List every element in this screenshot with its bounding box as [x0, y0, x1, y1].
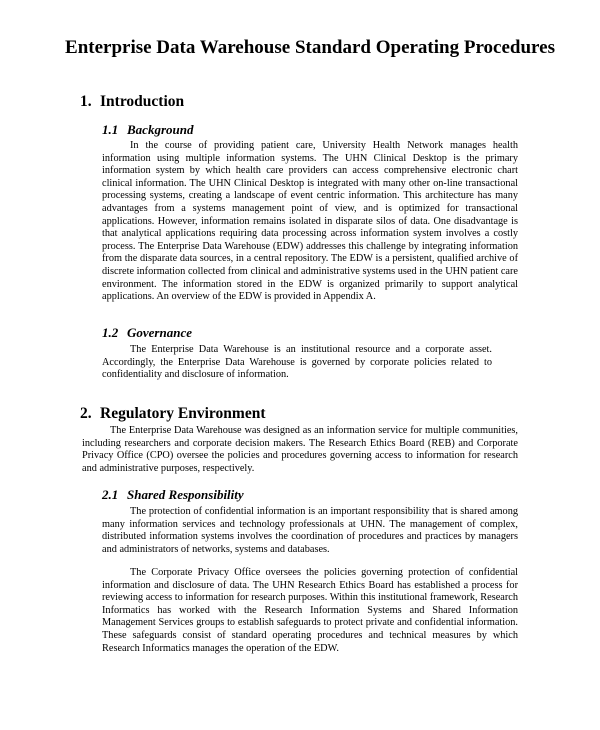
section-number: 2. — [80, 405, 92, 422]
paragraph-shared-responsibility-1: The protection of confidential information is an important responsibility that is shared among many information services and technology professionals at UHN. The management of complex, distributed information systems involves the coordination of procedures and practices by managers and administrators of networks, systems and databases. — [102, 506, 518, 555]
subsection-heading-background — [102, 122, 193, 138]
paragraph-governance: The Enterprise Data Warehouse is an institutional resource and a corporate asset. Accordingly, the Enterprise Data Warehouse is governed by corporate policies related to confidentiality and disclosure of information. — [102, 344, 492, 381]
section-heading-introduction — [80, 93, 184, 111]
section-number: 1. — [80, 93, 92, 110]
subsection-title: Shared Responsibility — [127, 487, 244, 502]
paragraph-regulatory-intro: The Enterprise Data Warehouse was designed as an information service for multiple communities, including researchers and corporate decision makers. The Research Ethics Board (REB) and Corporate Privacy Office (CPO) oversee the policies and procedures governing access to information for research and administrative purposes, respectively. — [82, 425, 518, 474]
subsection-heading-governance — [102, 325, 192, 341]
document-title: Enterprise Data Warehouse Standard Operating Procedures — [65, 37, 555, 58]
subsection-title: Background — [127, 122, 194, 137]
subsection-title: Governance — [127, 325, 192, 340]
section-title: Introduction — [100, 93, 185, 110]
section-title: Regulatory Environment — [100, 405, 266, 422]
subsection-number: 2.1 — [102, 487, 119, 502]
subsection-number: 1.2 — [102, 325, 119, 340]
subsection-number: 1.1 — [102, 122, 119, 137]
section-heading-regulatory-environment — [80, 405, 265, 423]
subsection-heading-shared-responsibility — [102, 487, 244, 503]
paragraph-shared-responsibility-2: The Corporate Privacy Office oversees the policies governing protection of confidential information and disclosure of data. The UHN Research Ethics Board has established a process for reviewing access to information for research purposes. Within this institutional framework, Research Informatics has worked with the Research Information Systems and Shared Information Management Services groups to establish safeguards to protect private and confidential information. These safeguards consist of standard operating procedures and technical measures by which Research Informatics manages the operation of the EDW. — [102, 567, 518, 654]
paragraph-background: In the course of providing patient care, University Health Network manages health information using multiple information systems. The UHN Clinical Desktop is the primary information system by which health care providers can access comprehensive electronic chart clinical information. The UHN Clinical Desktop is integrated with many other on-line transactional processing systems, creating a landscape of event centric information. This architecture has many advantages from a systems management point of view, and is optimized for transactional applications. However, information remains isolated in disparate silos of data. One disadvantage is that analytical applications requiring data processing across information system involves a costly process. The Enterprise Data Warehouse (EDW) addresses this challenge by integrating information from the disparate data sources, in a central repository. The EDW is a persistent, qualified archive of discrete information collected from clinical and administrative systems used in the UHN patient care environment. The information stored in the EDW is organized primarily to support analytical applications. An overview of the EDW is provided in Appendix A. — [102, 140, 518, 303]
